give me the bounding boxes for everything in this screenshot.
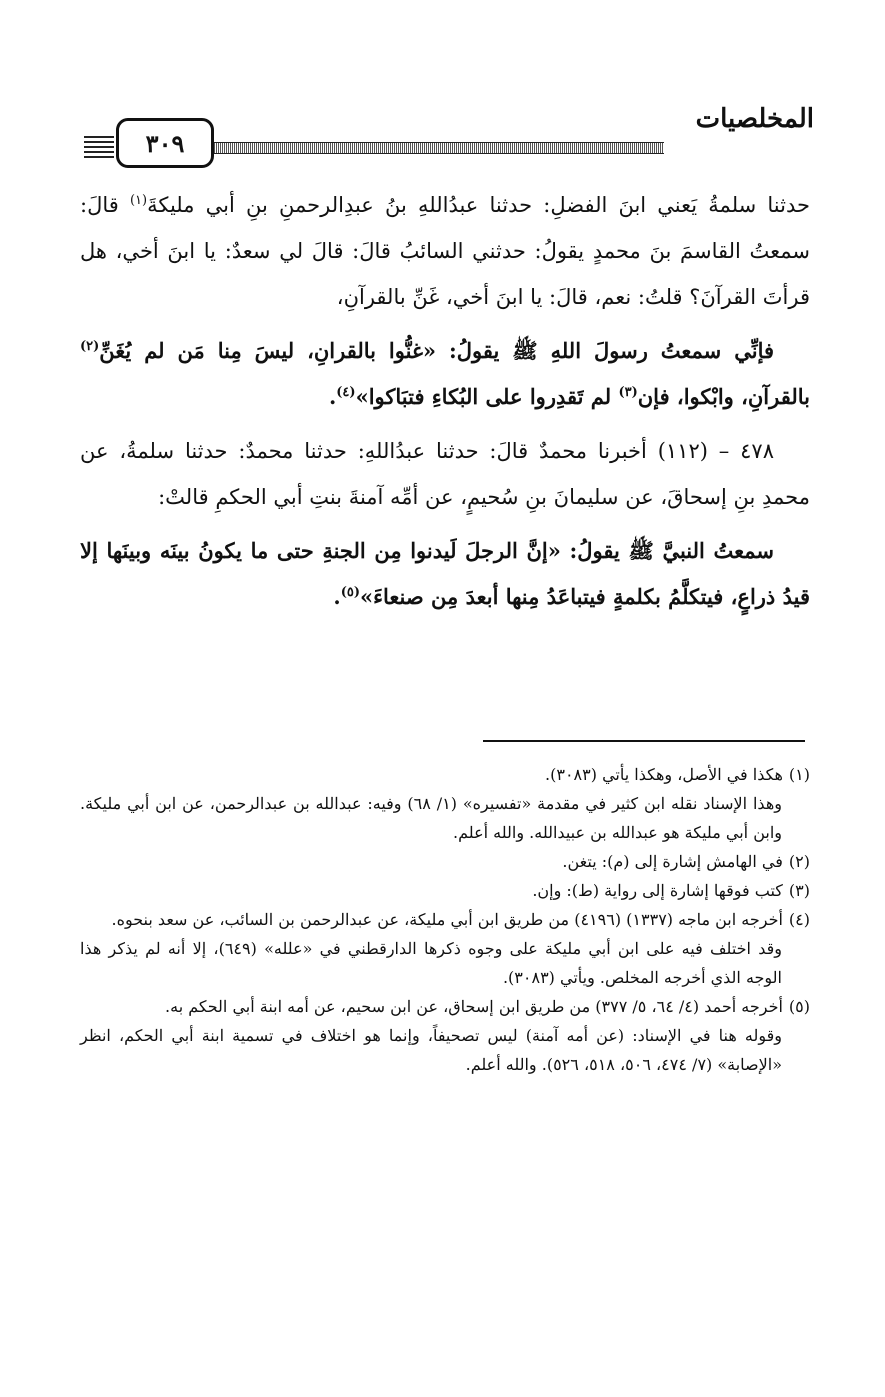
text-span: . [328,384,337,409]
footnote-ref: (٣) [618,385,638,400]
footnote-number: (٣) [788,881,810,900]
paragraph-isnad-1 [80,182,810,320]
footnote-5-continued: وقوله هنا في الإسناد: (عن أمه آمنة) ليس تصحيفاً، وإنما هو اختلاف في تسمية ابنة أبي الحكم، انظر «الإصابة» (٧/ ٤٧٤، ٥٠٦، ٥١٨، ٥٢٦). والله أعلم. [80,1026,782,1074]
text-span: سمعتُ النبيَّ ﷺ يقولُ: «إنَّ الرجلَ لَيدنوا مِن الجنةِ حتى ما يكونُ بينَه وبينَها إلا قيدُ ذراعٍ، فيتكلَّمُ بكلمةٍ فيتباعَدُ مِنها أبعدَ مِن صنعاءَ» [80,538,810,609]
footnote-ref: (٢) [80,339,100,354]
footnote-ref: (٥) [340,585,361,600]
footnote-number: (٥) [788,997,810,1016]
text-span: قالَ: سمعتُ القاسمَ بنَ محمدٍ يقولُ: حدثني السائبُ قالَ: قالَ لي سعدٌ: يا ابنَ أخي، هل قرأتَ القرآنَ؟ قلتُ: نعم، قالَ: يا ابنَ أخي، غَنِّ بالقرآنِ، [80,193,810,309]
text-span: . [333,584,341,609]
footnote-5 [80,992,810,1021]
footnote-3 [80,876,810,905]
footnote-4 [80,905,810,934]
running-title: المخلصيات [695,104,814,134]
header-rule [208,142,664,154]
page-header [84,96,814,168]
footnote-text: هكذا في الأصل، وهكذا يأتي (٣٠٨٣). [545,765,783,784]
footnote-text: أخرجه ابن ماجه (١٣٣٧) (٤١٩٦) من طريق ابن أبي مليكة، عن عبدالرحمن بن السائب، عن سعد بنحوه. [111,910,783,929]
text-span: حدثنا سلمةُ يَعني ابنَ الفضلِ: حدثنا عبدُاللهِ بنُ عبدِالرحمنِ بنِ أبي مليكةَ [147,193,810,217]
page-number: ٣٠٩ [116,118,214,168]
footnote-ref: (٤) [336,385,356,400]
footnote-number: (١) [788,765,810,784]
main-text [80,182,810,628]
footnote-ref: (١) [129,193,148,208]
footnote-1 [80,760,810,789]
text-span: بالقرآنِ، وابْكوا، فإن [637,384,810,409]
paragraph-hadith-2 [80,528,810,620]
footnote-2 [80,847,810,876]
footnote-separator [483,740,805,742]
footnote-text: كتب فوقها إشارة إلى رواية (ط): وإن. [532,881,783,900]
header-ornament [84,136,114,158]
footnote-number: (٢) [788,852,810,871]
footnote-text: في الهامش إشارة إلى (م): يتغن. [562,852,783,871]
paragraph-hadith-1 [80,328,810,420]
text-span: فإنِّي سمعتُ رسولَ اللهِ ﷺ يقولُ: «غنُّوا بالقرانِ، ليسَ مِنا مَن لم يُغَنِّ [99,338,774,363]
text-span: لم تَقدِروا على البُكاءِ فتبَاكوا» [355,384,619,409]
footnote-text: أخرجه أحمد (٤/ ٦٤، ٥/ ٣٧٧) من طريق ابن إسحاق، عن ابن سحيم، عن أمه ابنة أبي الحكم به. [165,997,783,1016]
footnote-number: (٤) [788,910,810,929]
footnote-4-continued: وقد اختلف فيه على ابن أبي مليكة على وجوه ذكرها الدارقطني في «علله» (٦٤٩)، إلا أنه لم يذكر هذا الوجه الذي أخرجه المخلص. ويأتي (٣٠٨٣). [80,939,783,987]
paragraph-isnad-2: ٤٧٨ – (١١٢) أخبرنا محمدٌ قالَ: حدثنا عبدُاللهِ: حدثنا محمدٌ: حدثنا سلمةُ، عن محمدِ بنِ إسحاقَ، عن سليمانَ بنِ سُحيمٍ، عن أمِّه آمنةَ بنتِ أبي الحكمِ قالتْ: [80,439,810,509]
footnote-1-continued: وهذا الإسناد نقله ابن كثير في مقدمة «تفسيره» (١/ ٦٨) وفيه: عبدالله بن عبدالرحمن، عن ابن أبي مليكة. وابن أبي مليكة هو عبدالله بن عبيدالله. والله أعلم. [80,794,782,842]
footnotes [80,760,810,1079]
